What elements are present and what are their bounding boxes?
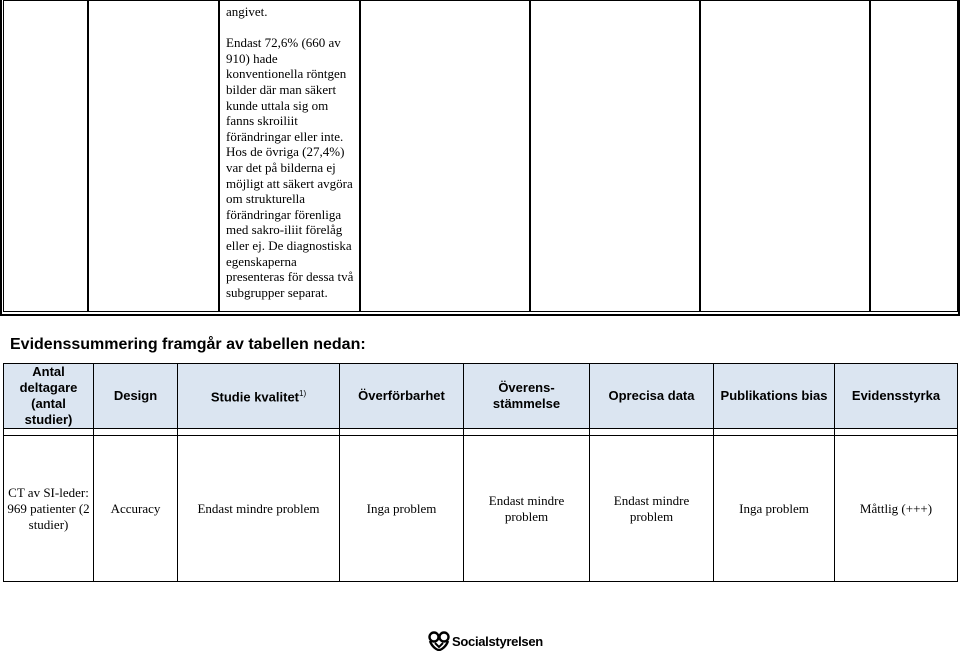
cell-consistency: Endast mindre problem: [464, 436, 590, 582]
previous-table-fragment: [0, 0, 960, 316]
table-cell: [88, 0, 219, 312]
table-header-row: [4, 364, 958, 429]
header-publication-bias: Publikations bias: [714, 364, 835, 429]
header-quality: [178, 364, 340, 429]
socialstyrelsen-logo: [428, 630, 543, 652]
table-cell: [360, 0, 530, 312]
header-consistency: Överens-stämmelse: [464, 364, 590, 429]
evidence-summary-table: [3, 363, 958, 582]
header-evidence: Evidensstyrka: [835, 364, 958, 429]
table-cell: [530, 0, 700, 312]
header-transferability: Överförbarhet: [340, 364, 464, 429]
table-spacer-row: [4, 429, 958, 436]
cell-imprecision: Endast mindre problem: [590, 436, 714, 582]
cell-quality: Endast mindre problem: [178, 436, 340, 582]
cell-design: Accuracy: [94, 436, 178, 582]
table-cell: [700, 0, 870, 312]
footnote-marker: 1): [299, 389, 307, 399]
cell-publication-bias: Inga problem: [714, 436, 835, 582]
table-row: [4, 436, 958, 582]
socialstyrelsen-emblem-icon: [428, 631, 450, 651]
note-paragraph: angivet.: [226, 4, 268, 19]
table-cell: [3, 0, 88, 312]
header-imprecision: Oprecisa data: [590, 364, 714, 429]
logo-text: Socialstyrelsen: [452, 633, 543, 649]
cell-transferability: Inga problem: [340, 436, 464, 582]
header-design: Design: [94, 364, 178, 429]
header-quality-label: Studie kvalitet: [210, 389, 299, 405]
header-participants: Antal deltagare (antal studier): [4, 364, 94, 429]
section-heading: Evidenssummering framgår av tabellen nedan:: [10, 336, 366, 353]
note-paragraph: Endast 72,6% (660 av 910) hade konventionella röntgen bilder där man säkert kunde uttala sig om fanns skroiliit förändringar eller inte. Hos de övriga (27,4%) var det på bilderna ej möjligt att säkert avgöra om strukturella förändringar förenliga med sakro-iliit förelåg eller ej. De diagnostiska egenskaperna presenteras för dessa två subgrupper separat.: [226, 35, 354, 300]
cell-evidence: Måttlig (+++): [835, 436, 958, 582]
table-cell: [870, 0, 958, 312]
note-text: [226, 4, 356, 300]
cell-participants: CT av SI-leder: 969 patienter (2 studier): [4, 436, 94, 582]
